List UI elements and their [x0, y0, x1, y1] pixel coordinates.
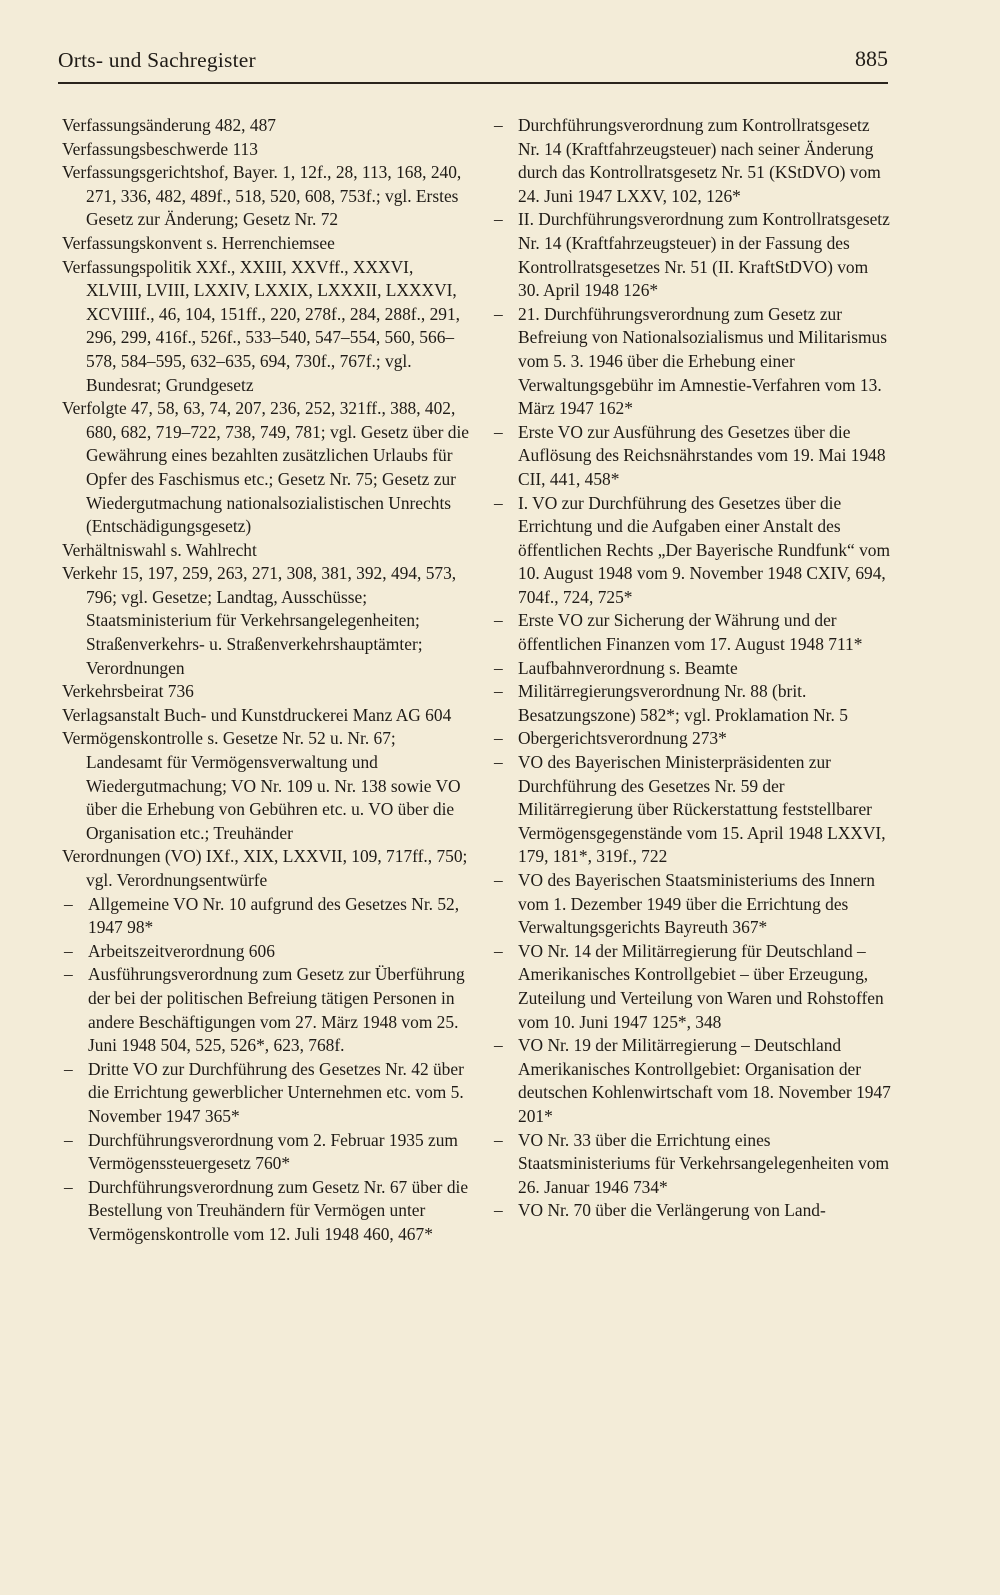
index-subentry: – Obergerichtsverordnung 273*	[492, 727, 892, 751]
index-subentry: – II. Durchführungsverordnung zum Kontrollratsgesetz Nr. 14 (Kraftfahrzeugsteuer) in der Fassung des Kontrollratsgesetzes Nr. 51 (II. KraftStDVO) vom 30. April 1948 126*	[492, 208, 892, 302]
index-subentry: – VO Nr. 33 über die Errichtung eines Staatsministeriums für Verkehrsangelegenheiten vom 26. Januar 1946 734*	[492, 1129, 892, 1200]
index-subentry: – Durchführungsverordnung zum Kontrollratsgesetz Nr. 14 (Kraftfahrzeugsteuer) nach seiner Änderung durch das Kontrollratsgesetz Nr. 51 (KStDVO) vom 24. Juni 1947 LXXV, 102, 126*	[492, 114, 892, 208]
index-entry: Verhältniswahl s. Wahlrecht	[62, 539, 257, 560]
running-header	[58, 46, 888, 86]
running-title: Orts- und Sachregister	[58, 48, 256, 72]
index-entry: Verfassungsgerichtshof, Bayer. 1, 12f., 28, 113, 168, 240, 271, 336, 482, 489f., 518, 520, 608, 753f.; vgl. Erstes Gesetz zur Änderung; Gesetz Nr. 72	[62, 162, 462, 230]
index-entry: Verkehrsbeirat 736	[62, 681, 194, 702]
index-subentry: – VO Nr. 14 der Militärregierung für Deutschland – Amerikanisches Kontrollgebiet – über Erzeugung, Zuteilung und Verteilung von Waren und Rohstoffen vom 10. Juni 1947 125*, 348	[492, 940, 892, 1034]
index-entry: Verkehr 15, 197, 259, 263, 271, 308, 381, 392, 494, 573, 796; vgl. Gesetze; Landtag, Ausschüsse; Staatsministerium für Verkehrsangelegenheiten; Straßenverkehrs- u. Straßenverkehrshauptämter; Verordnungen	[62, 563, 457, 678]
index-subentry: – Allgemeine VO Nr. 10 aufgrund des Gesetzes Nr. 52, 1947 98*	[62, 893, 470, 940]
index-subentry: – Durchführungsverordnung zum Gesetz Nr. 67 über die Bestellung von Treuhändern für Vermögen unter Vermögenskontrolle vom 12. Juli 1948 460, 467*	[62, 1176, 470, 1247]
index-subentry: – VO des Bayerischen Staatsministeriums des Innern vom 1. Dezember 1949 über die Errichtung des Verwaltungsgerichts Bayreuth 367*	[492, 869, 892, 940]
index-entry: Verordnungen (VO) IXf., XIX, LXXVII, 109, 717ff., 750; vgl. Verordnungsentwürfe	[62, 846, 468, 890]
index-subentry: – 21. Durchführungsverordnung zum Gesetz zur Befreiung von Nationalsozialismus und Militarismus vom 5. 3. 1946 über die Erhebung einer Verwaltungsgebühr im Amnestie-Verfahren vom 13. März 1947 162*	[492, 303, 892, 421]
right-column	[492, 114, 892, 1223]
index-subentry: – VO des Bayerischen Ministerpräsidenten zur Durchführung des Gesetzes Nr. 59 der Militärregierung über Rückerstattung feststellbarer Vermögensgegenstände vom 15. April 1948 LXXVI, 179, 181*, 319f., 722	[492, 751, 892, 869]
index-subentry: – VO Nr. 19 der Militärregierung – Deutschland Amerikanisches Kontrollgebiet: Organisation der deutschen Kohlenwirtschaft vom 18. November 1947 201*	[492, 1034, 892, 1128]
index-entry: Verfolgte 47, 58, 63, 74, 207, 236, 252, 321ff., 388, 402, 680, 682, 719–722, 738, 749, 781; vgl. Gesetz über die Gewährung eines bezahlten zusätzlichen Urlaubs für Opfer des Faschismus etc.; Gesetz Nr. 75; Gesetz zur Wiedergutmachung nationalsozialistischen Unrechts (Entschädigungsgesetz)	[62, 398, 470, 537]
index-subentry: – Laufbahnverordnung s. Beamte	[492, 657, 892, 681]
index-entry: Vermögenskontrolle s. Gesetze Nr. 52 u. Nr. 67; Landesamt für Vermögensverwaltung und Wiedergutmachung; VO Nr. 109 u. Nr. 138 sowie VO über die Erhebung von Gebühren etc. u. VO über die Organisation etc.; Treuhänder	[62, 728, 461, 843]
index-entry: Verfassungsbeschwerde 113	[62, 138, 258, 159]
index-entry: Verfassungspolitik XXf., XXIII, XXVff., XXXVI, XLVIII, LVIII, LXXIV, LXXIX, LXXXII, LXXXVI, XCVIIIf., 46, 104, 151ff., 220, 278f., 284, 288f., 291, 296, 299, 416f., 526f., 533–540, 547–554, 560, 566–578, 584–595, 632–635, 694, 730f., 767f.; vgl. Bundesrat; Grundgesetz	[62, 256, 461, 395]
index-subentry: – Ausführungsverordnung zum Gesetz zur Überführung der bei der politischen Befreiung tätigen Personen in andere Beschäftigungen vom 27. März 1948 vom 25. Juni 1948 504, 525, 526*, 623, 768f.	[62, 963, 470, 1057]
index-subentry: – Arbeitszeitverordnung 606	[62, 940, 470, 964]
index-subentry: – Erste VO zur Sicherung der Währung und der öffentlichen Finanzen vom 17. August 1948 711*	[492, 609, 892, 656]
index-subentry: – VO Nr. 70 über die Verlängerung von Land-	[492, 1199, 892, 1223]
index-entry: Verfassungsänderung 482, 487	[62, 115, 276, 135]
left-column	[62, 114, 470, 1247]
index-subentry: – Erste VO zur Ausführung des Gesetzes über die Auflösung des Reichsnährstandes vom 19. Mai 1948 CII, 441, 458*	[492, 421, 892, 492]
index-entry: Verfassungskonvent s. Herrenchiemsee	[62, 232, 335, 253]
index-entry: Verlagsanstalt Buch- und Kunstdruckerei Manz AG 604	[62, 704, 452, 725]
index-subentry: – I. VO zur Durchführung des Gesetzes über die Errichtung und die Aufgaben einer Anstalt des öffentlichen Rechts „Der Bayerische Rundfunk“ vom 10. August 1948 vom 9. November 1948 CXIV, 694, 704f., 724, 725*	[492, 492, 892, 610]
header-rule	[58, 82, 888, 84]
index-subentry: – Dritte VO zur Durchführung des Gesetzes Nr. 42 über die Errichtung gewerblicher Unternehmen etc. vom 5. November 1947 365*	[62, 1058, 470, 1129]
index-subentry: – Durchführungsverordnung vom 2. Februar 1935 zum Vermögenssteuergesetz 760*	[62, 1129, 470, 1176]
index-subentry: – Militärregierungsverordnung Nr. 88 (brit. Besatzungszone) 582*; vgl. Proklamation Nr. 5	[492, 680, 892, 727]
page-number: 885	[855, 46, 888, 71]
